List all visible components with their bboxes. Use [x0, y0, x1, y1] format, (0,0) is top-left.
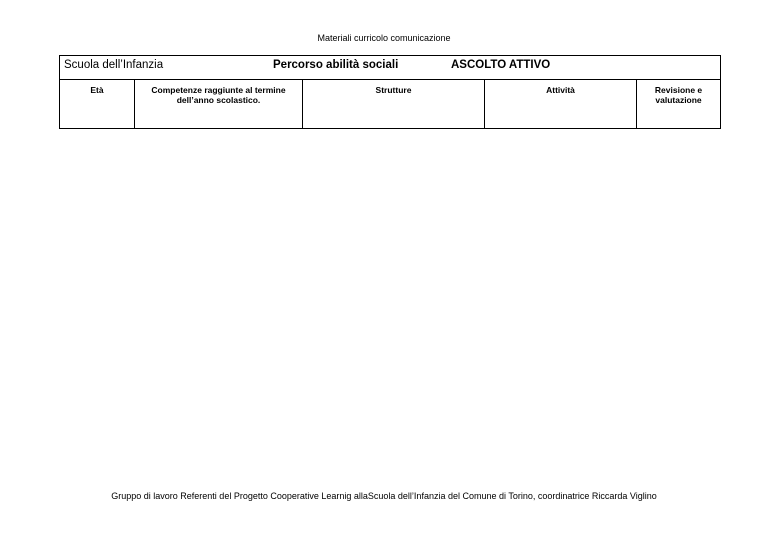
table-header-row [60, 80, 721, 129]
curriculum-table [59, 55, 721, 129]
table-title-cell [60, 56, 721, 80]
column-header-revisione [637, 80, 721, 129]
column-header-attivita [485, 80, 637, 129]
page-header: Materiali curricolo comunicazione [317, 33, 451, 43]
column-header-strutture [303, 80, 485, 129]
school-title: Scuola dell’Infanzia [64, 59, 164, 71]
column-header-eta [60, 80, 135, 129]
column-header-attivita-label: Attività [546, 85, 575, 95]
column-header-revisione-label: Revisione e valutazione [654, 85, 703, 105]
topic-title: ASCOLTO ATTIVO [451, 59, 551, 71]
column-header-competenze-label: Competenze raggiunte al termine dell’anno scolastico. [151, 85, 286, 105]
column-header-eta-label: Età [90, 85, 104, 95]
path-title: Percorso abilità sociali [273, 59, 399, 71]
column-header-competenze [135, 80, 303, 129]
page-footer: Gruppo di lavoro Referenti del Progetto Cooperative Learnig allaScuola dell’Infanzia del Comune di Torino, coordinatrice Riccarda Viglino [111, 491, 657, 501]
table-title-row [60, 56, 721, 80]
column-header-strutture-label: Strutture [375, 85, 412, 95]
